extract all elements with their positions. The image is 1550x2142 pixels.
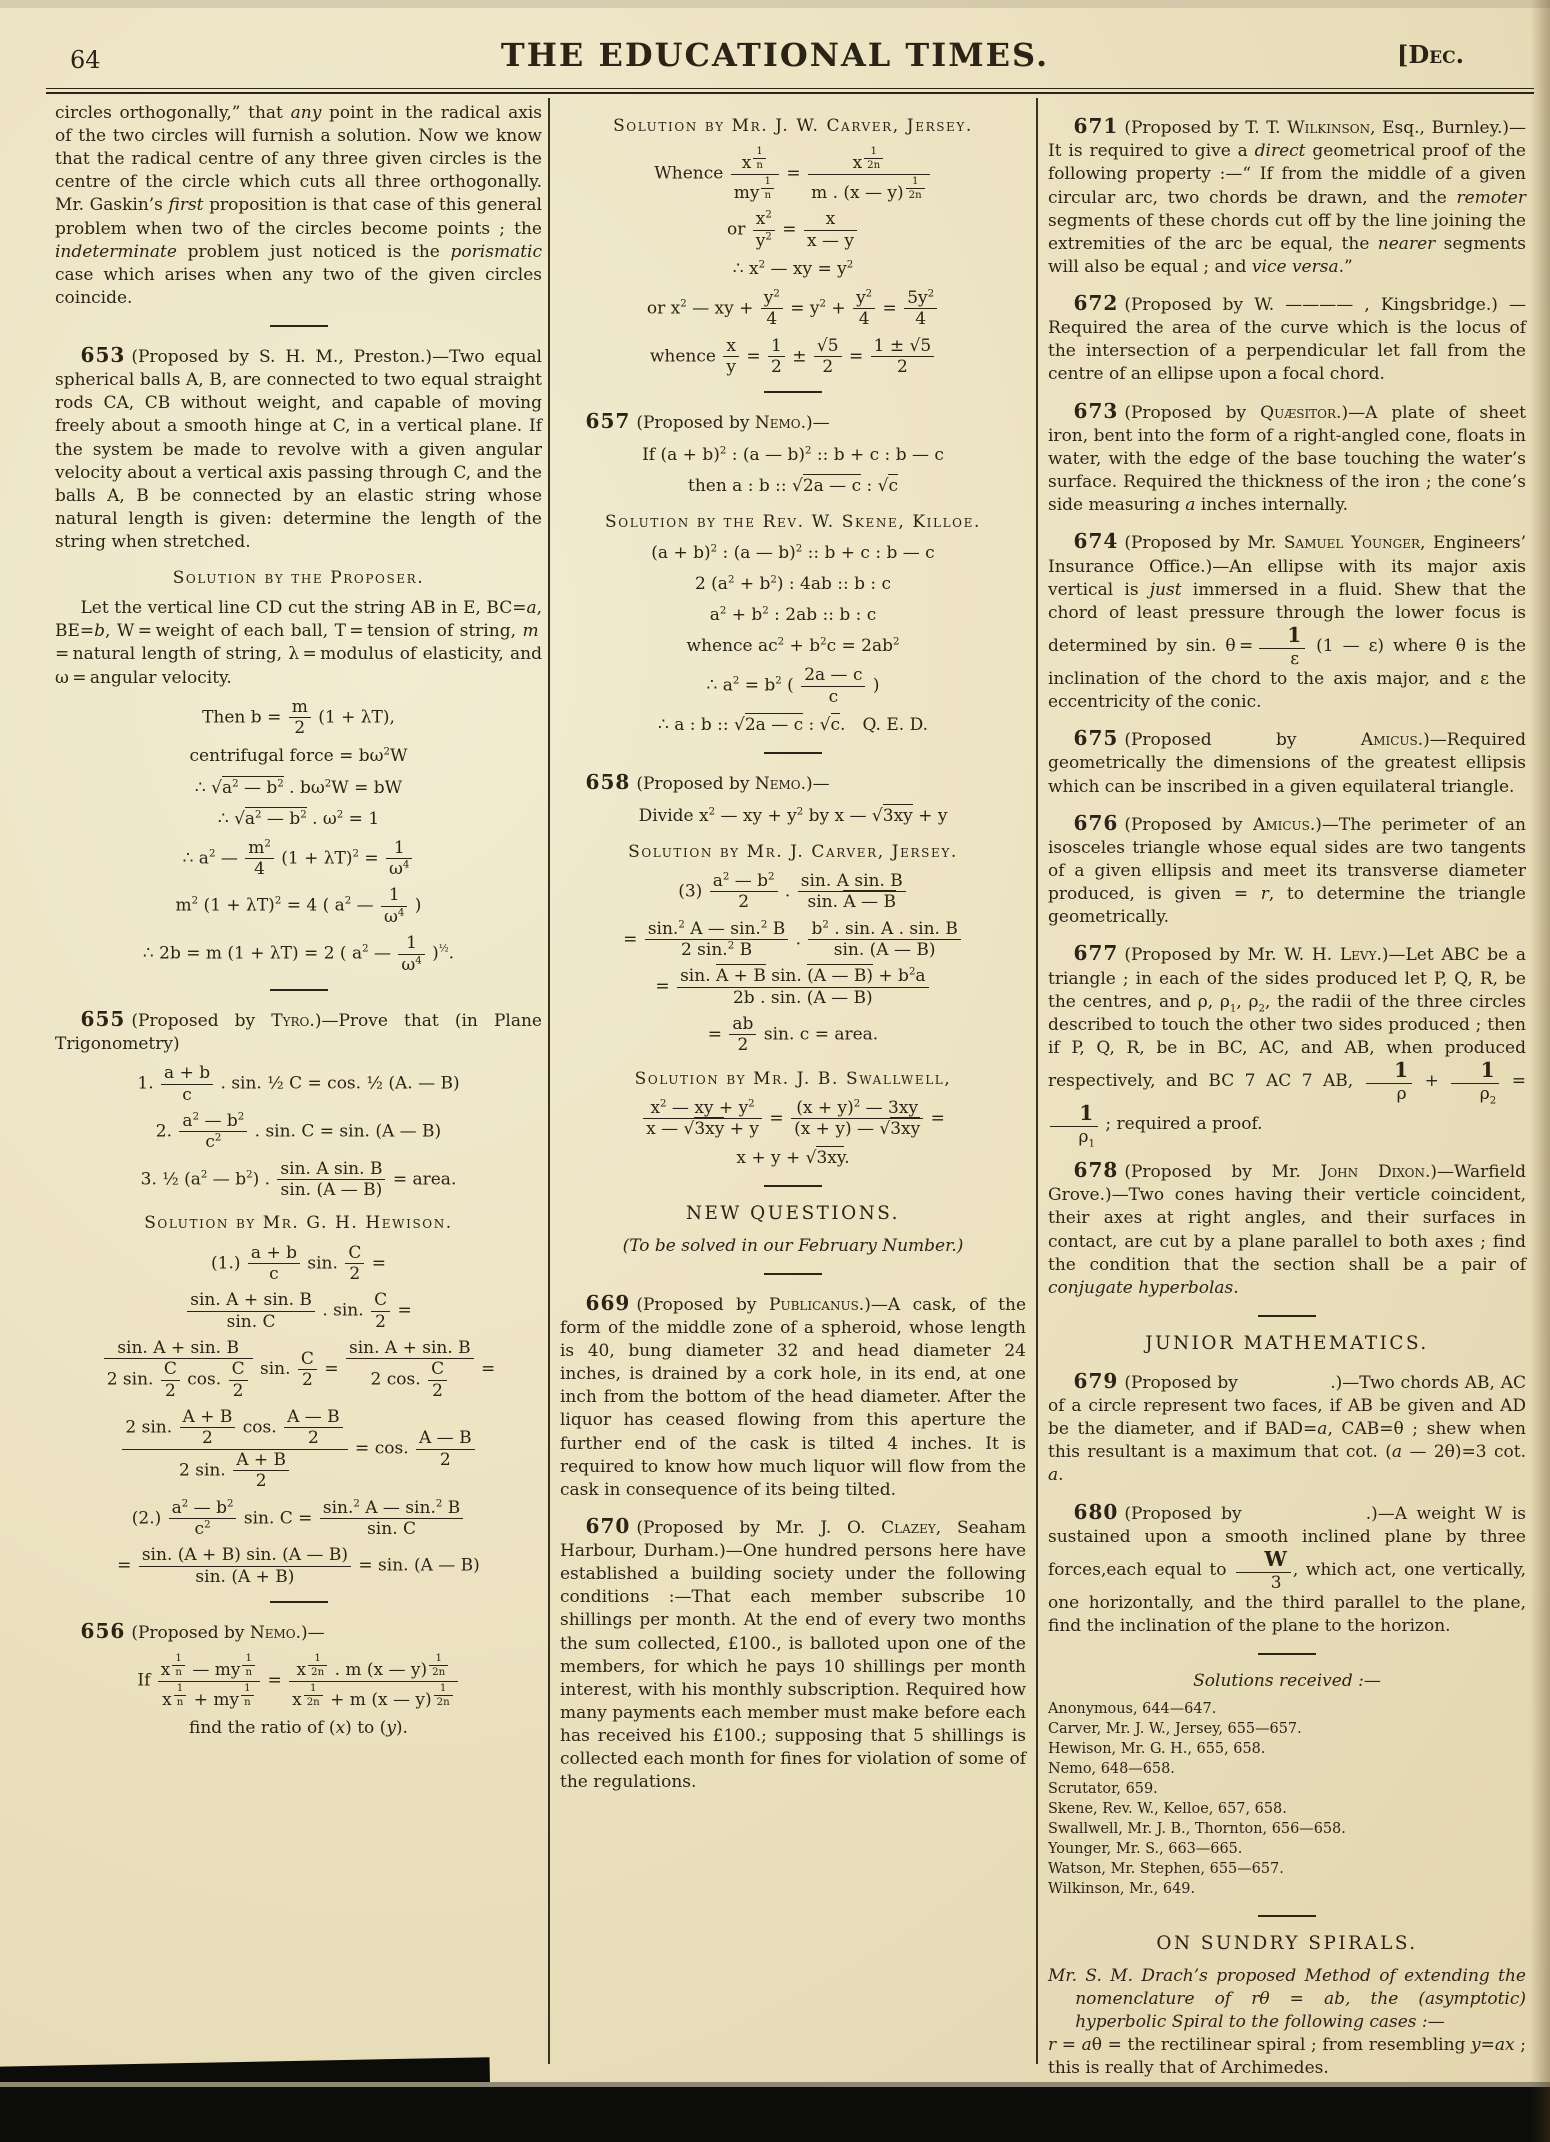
problem-number: 676 [1073,810,1119,835]
list-item: Nemo, 648—658. [1048,1761,1175,1778]
math-657 [560,444,1026,498]
list-item: Younger, Mr. S., 663—665. [1048,1840,1243,1857]
divider [1258,1653,1316,1655]
math-line: x + y + √3xy. [736,1147,850,1168]
math-658 [560,805,1026,828]
divider [764,391,822,393]
divider [764,752,822,754]
math-line: = $\frac{\sin. (A + B) \sin. (A — B)}{\sin. (A + B)}$ = sin. (A — B) [117,1545,480,1587]
problem-679: 679 (Proposed by .)—Two chords AB, AC of a circle represent two faces, if AB be given and AD be the diameter, and if BAD=a, CAB=θ ; shew when this resultant is a maximum that cot. (a — 2θ)=3 cot. a. [1048,1368,1526,1486]
problem-number: 670 [585,1513,631,1538]
continuation-paragraph: circles orthogonally,” that any point in the radical axis of the two circles will furnish a solution. Now we know that the radical centre of any three given circles is the centre of the circle which cuts all three orthogonally. Mr. Gaskin’s first proposition is that case of this general problem when two of the circles become points ; the indeterminate problem just noticed is the porismatic case which arises when any two of the given circles coincide. [55,103,542,308]
math-line: ∴ $√a^2$ — $b^2$ . $b\omega^2W$ = bW [194,777,403,798]
problem-676: 676 (Proposed by Amicus.)—The perimeter of an isosceles triangle whose equal sides are two tangents of a given ellipsis and meet its transverse diameter produced, is given = r, to determine the triangle geometrically. [1048,810,1526,928]
math-line: whence $ac^2 + b^2c = 2ab^2$ [686,636,900,657]
math-653 [55,698,542,974]
solution-heading-carver: Solution by Mr. J. W. Carver, Jersey. [613,116,973,136]
problem-number: 678 [1073,1158,1119,1183]
math-line: ∴ $a^2 = b^2$ ( $\frac{2a — c}{c}$ ) [706,665,880,707]
problem-number: 680 [1073,1499,1119,1524]
solution-heading-swallwell: Solution by Mr. J. B. Swallwell, [634,1068,952,1089]
solution-heading-skene: Solution by the Rev. W. Skene, Killoe. [605,511,981,532]
math-line: 1. $\frac{a + b}{c}$ . sin. ½ C = cos. ½ (A. — B) [137,1063,460,1105]
problem-number: 653 [80,342,126,367]
middle-column [560,102,1026,1794]
problem-653: 653 (Proposed by S. H. M., Preston.)—Two equal spherical balls A, B, are connected to two equal straight rods CA, CB without weight, and capable of moving freely about a smooth hinge at C, in a vertical plane. If the system be made to revolve with a given angular velocity about a vertical axis passing through C, and the balls A, B be connected by an elastic string whose natural length is given: determine the length of the string when stretched. [55,342,542,553]
problem-677: 677 (Proposed by Mr. W. H. Levy.)—Let ABC be a triangle ; in each of the sides produced let P, Q, R, be the centres, and ρ, $\rho_1$, $\rho_2$, the radii of the three circles described to touch the other two sides produced ; then if P, Q, R, be in BC, AC, and AB, when produced respectively, and BC 7 AC 7 AB, $\frac{1}{\rho}$ + $\frac{1}{\rho_2}$ = $\frac{1}{\rho_1}$ ; required a proof. [1048,941,1526,1150]
scan-right-edge [1530,0,1550,2142]
left-column [55,102,542,1748]
list-item: Watson, Mr. Stephen, 655—657. [1048,1860,1284,1877]
on-sundry-spirals-heading: ON SUNDRY SPIRALS. [1156,1932,1418,1954]
problem-number: 673 [1073,398,1119,423]
problem-670: 670 (Proposed by Mr. J. O. Clazey, Seaham Harbour, Durham.)—One hundred persons here have established a building society under the following conditions :—That each member subscribe 10 shillings per month. At the end of every two months the sum collected, £100., is balloted upon one of the members, for which he pays 10 shillings per month interest, with his monthly subscription. Required how many payments each member must make before each has received his £100.; supposing that 5 shillings is collected each month for fines for violation of some of the regulations. [560,1513,1026,1793]
math-line: or $\frac{x^2}{y^2}$ = $\frac{x}{x — y}$ [560,210,1026,250]
math-swallwell [560,1099,1026,1170]
solutions-received-list [1048,1700,1526,1899]
problem-number: 671 [1073,114,1119,138]
solution-variables-paragraph: Let the vertical line CD cut the string AB in E, BC=a, BE=b, W = weight of each ball, T = tension of string, m = natural length of string, λ = modulus of elasticity, and ω = angular velocity. [55,598,542,688]
math-line: Divide $x^2$ — xy + $y^2$ by x — √3xy + y [638,805,948,826]
math-line: Then b = $\frac{m}{2}$ (1 + λT), [202,696,395,739]
page-title: THE EDUCATIONAL TIMES. [500,36,1050,74]
math-line: 2 $(a^2 + b^2)$ : 4ab :: b : c [694,574,892,595]
math-skene [560,542,1026,737]
problem-658: 658 (Proposed by Nemo.)— [585,770,830,795]
math-line: If x $^{\frac{1}{n}}$ — my $^{\frac{1}{n}}$ x $^{\frac{1}{n}}$ + my $^{\frac{1}{n}}$ = x $^{\frac{1}{2n}}$ . m (x — y) $^{\frac{1}{2n}}$ x $^{\frac{1}{2n}}$ + m (x — y) $^{\frac{1}{2n}}$ [55,1653,542,1709]
math-line: 2 sin. $\frac{A + B}{2}$ cos. $\frac{A — B}{2}$ 2 sin. $\frac{A + B}{2}$ = cos. $\frac{A — B}{2}$ [55,1408,542,1490]
list-item: Anonymous, 644—647. [1048,1701,1217,1718]
math-line: ∴ $a^2$ — $\frac{m^2}{4}$ $(1 + \lambda T)^2$ = $\frac{1}{\omega^4}$ [55,839,542,879]
math-line: sin. A + sin. B 2 sin. $\frac{C}{2}$ cos. $\frac{C}{2}$ sin. $\frac{C}{2}$ = sin. A + sin. B 2 cos. $\frac{C}{2}$ = [55,1339,542,1400]
problem-672: 672 (Proposed by W. ———— , Kingsbridge.) —Required the area of the curve which is the locus of the intersection of a perpendicular let fall from the centre of an ellipse upon a focal chord. [1048,290,1526,385]
math-line: ∴ a : b :: √2a — c : √c. Q. E. D. [657,715,928,736]
problem-678: 678 (Proposed by Mr. John Dixon.)—Warfield Grove.)—Two cones having their verticle coincident, their axes at right angles, and their surfaces in contact, are cut by a plane parallel to both axes ; find the condition that the section shall be a pair of conjugate hyperbolas. [1048,1158,1527,1298]
problem-number: 657 [585,409,631,434]
math-line: then a : b :: √2a — c : √c [687,475,899,496]
problem-number: 672 [1073,290,1119,315]
divider [270,1601,328,1603]
divider [764,1185,822,1187]
math-line: centrifugal force = $b\omega^2W$ [189,746,408,767]
math-line: ∴ 2b = m (1 + λT) = 2 ( $a^2$ — $\frac{1}{\omega^4}$ )$^{\frac{1}{2}}$. [142,933,455,975]
math-carver-656 [560,146,1026,376]
divider [270,325,328,327]
math-line: or $x^2$ — xy + $\frac{y^2}{4}$ = $y^2$ + $\frac{y^2}{4}$ = $\frac{5y^2}{4}$ [560,289,1026,329]
column-rule-2 [1036,98,1038,2064]
math-hewison [55,1244,542,1586]
list-item: Carver, Mr. J. W., Jersey, 655—657. [1048,1721,1302,1738]
math-line: $\frac{\sin. A + \sin. B}{\sin. C}$ . sin. $\frac{C}{2}$ = [55,1291,542,1331]
math-line: (3) $\frac{a^2 — b^2}{2}$ . $\frac{\text{sin. A sin. B}}{\sin. A — B}$ [560,872,1026,912]
problem-number: 655 [80,1006,126,1031]
math-line: (1.) $\frac{a + b}{c}$ sin. $\frac{C}{2}$ = [211,1242,386,1284]
math-line: $\frac{x^2 — xy + y^2}{x — √3xy + y}$ = $\frac{(x + y)^2 — 3xy}{(x + y) — √3xy}$ = [560,1099,1026,1139]
problem-673: 673 (Proposed by Quæsitor.)—A plate of sheet iron, bent into the form of a right-angled cone, floats in water, with the edge of the base touching the water’s surface. Required the thickness of the iron ; the cone’s side measuring a inches internally. [1048,398,1527,516]
problem-657: 657 (Proposed by Nemo.)— [585,409,830,434]
solutions-received-heading: Solutions received :— [1193,1671,1381,1692]
header-rule [46,88,1534,94]
math-line: $m^2$ $(1 + \lambda T)^2 = 4$ ( $a^2$ — $\frac{1}{\omega^4}$ ) [175,885,422,927]
problem-number: 669 [585,1290,631,1315]
scan-top-edge [0,0,1550,8]
solution-heading-carver-2: Solution by Mr. J. Carver, Jersey. [628,841,958,862]
problem-675: 675 (Proposed by Amicus.)—Required geometrically the dimensions of the greatest ellipsis which can be inscribed in a given equilateral triangle. [1048,726,1526,797]
math-line: whence $\frac{x}{y}$ = $\frac{1}{2}$ ± $\frac{√5}{2}$ = $\frac{1 \pm √5}{2}$ [560,337,1026,377]
problem-number: 675 [1073,726,1119,751]
math-line: $a^2 + b^2$ : 2ab :: b : c [709,605,877,626]
problem-number: 658 [585,770,631,795]
problem-671: 671 (Proposed by T. T. Wilkinson, Esq., Burnley.)—It is required to give a direct geometrical proof of the following property :—“ If from the middle of a given circular arc, two chords be drawn, and the remoter segments of these chords cut off by the line joining the extremities of the arc be equal, the nearer segments will also be equal ; and vice versa.” [1048,114,1527,277]
math-line: ∴ $√a^2$ — $b^2$ . $\omega^2 = 1$ [217,808,380,829]
math-655 [55,1064,542,1199]
math-line: (2.) $\frac{a^2 — b^2}{c^2}$ sin. C = $\frac{\sin.^2 A — \sin.^2 B}{\sin. C}$ [55,1499,542,1539]
math-line: Whence x $^{\frac{1}{n}}$ my $^{\frac{1}{n}}$ = x $^{\frac{1}{2n}}$ m . (x — y) $^{\frac{1}{2n}}$ [560,146,1026,202]
problem-669: 669 (Proposed by Publicanus.)—A cask, of the form of the middle zone of a spheroid, whose length is 40, bung diameter 32 and head diameter 24 inches, is drained by a cork hole, in its end, at one inch from the bottom of the head diameter. After the liquor has ceased flowing from this aperture the further end of the cask is tilted 4 inches. It is required to know how much liquor will flow from the cask in consequence of its being tilted. [560,1290,1027,1500]
problem-655: 655 (Proposed by Tyro.)—Prove that (in Plane Trigonometry) [55,1006,542,1055]
rectilinear-spiral-paragraph: r = aθ = the rectilinear spiral ; from resembling y=ax ; this is really that of Archimedes. [1048,2035,1526,2079]
divider [1258,1915,1316,1917]
problem-number: 674 [1073,529,1119,554]
list-item: Wilkinson, Mr., 649. [1048,1880,1196,1897]
problem-number: 677 [1073,941,1119,966]
math-line: If $(a + b)^2$ : (a — b)$^2$ :: b + c : b — c [642,444,944,465]
solution-heading-hewison: Solution by Mr. G. H. Hewison. [144,1213,453,1234]
math-line: $(a + b)^2$ : (a — b)$^2$ :: b + c : b — c [651,543,935,564]
divider [764,1273,822,1275]
list-item: Skene, Rev. W., Kelloe, 657, 658. [1048,1801,1287,1818]
math-line: ∴ $x^2$ — xy = $y^2$ [732,258,854,279]
math-carver-658 [560,872,1026,1055]
list-item: Scrutator, 659. [1048,1781,1158,1798]
problem-680: 680 (Proposed by .)—A weight W is sustained upon a smooth inclined plane by three forces,each equal to $\frac{W}{3}$ , which act, one vertically, one horizontally, and the third parallel to the plane, find the inclination of the plane to the horizon. [1048,1499,1526,1637]
divider [1258,1315,1316,1317]
math-line: find the ratio of (x) to (y). [189,1718,408,1739]
problem-number: 656 [80,1618,126,1643]
drach-method-paragraph: Mr. S. M. Drach’s proposed Method of extending the nomenclature of rθ = ab, the (asymptotic) hyperbolic Spiral to the following cases :— [1048,1965,1526,2032]
column-rule-1 [548,98,550,2064]
junior-mathematics-heading: JUNIOR MATHEMATICS. [1145,1332,1429,1354]
problem-674: 674 (Proposed by Mr. Samuel Younger, Engineers’ Insurance Office.)—An ellipse with its major axis vertical is just immersed in a fluid. Shew that the chord of least pressure through the lower focus is determined by sin. θ = $\frac{1}{\varepsilon}$ (1 — ε) where θ is the inclination of the chord to the axis major, and ε the eccentricity of the conic. [1048,529,1527,712]
new-questions-subtitle: (To be solved in our February Number.) [622,1235,964,1256]
math-line: = $\frac{\sin. A + B \sin. (A — B) + b^2a}{2b . \sin. (A — B)}$ [560,967,1026,1007]
page-number: 64 [70,46,101,74]
divider [270,989,328,991]
math-line: = $\frac{\sin.^2 A — \sin.^2 B}{2 \sin.^2 B}$ . $\frac{b^2 . \sin. A . \sin. B}{\sin. (A — B)}$ [560,920,1026,960]
issue-date: [Dec. [1396,40,1464,69]
problem-number: 679 [1073,1368,1119,1393]
right-column [1048,102,1526,2080]
list-item: Swallwell, Mr. J. B., Thornton, 656—658. [1048,1820,1346,1837]
scan-bottom-edge [0,2082,1550,2142]
math-line: 3. ½ ($a^2$ — $b^2$) . $\frac{\text{sin. A sin. B}}{\sin. (A — B)}$ = area. [140,1158,457,1201]
math-line: = $\frac{ab}{2}$ sin. c = area. [707,1013,879,1056]
problem-656: 656 (Proposed by Nemo.)— [80,1618,325,1643]
math-line: 2. $\frac{a^2 — b^2}{c^2}$ . sin. C = sin. (A — B) [155,1111,442,1153]
list-item: Hewison, Mr. G. H., 655, 658. [1048,1741,1266,1758]
new-questions-heading: NEW QUESTIONS. [685,1202,901,1224]
solution-heading-proposer: Solution by the Proposer. [172,568,425,589]
math-656 [55,1653,542,1740]
